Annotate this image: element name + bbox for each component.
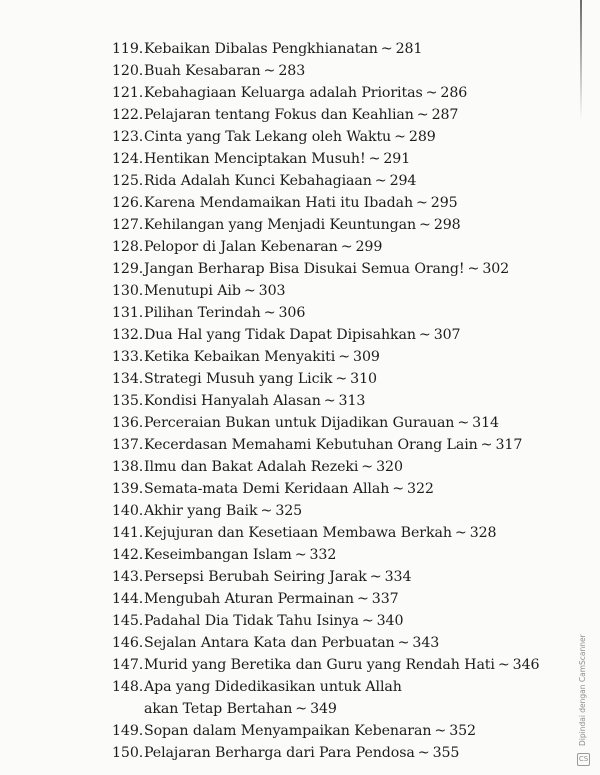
toc-entry-page-number: 317 [495,437,523,453]
toc-entry-number: 143. [112,569,144,585]
scanner-watermark-text: Dipindai dengan CamScanner [578,634,587,746]
toc-entry-number: 149. [112,723,144,739]
toc-entry [112,588,562,610]
toc-entry-page-number: 322 [407,481,434,497]
toc-entry-title: Persepsi Berubah Seiring Jarak [144,569,367,585]
toc-entry-page-number: 352 [449,723,476,739]
toc-entry [112,82,562,104]
toc-entry-page-number: 355 [432,745,460,761]
toc-entry-text [144,82,467,104]
toc-entry-page-number: 340 [376,613,404,629]
toc-entry-line [144,654,539,676]
toc-entry-page-number: 298 [433,217,461,233]
toc-entry-separator: ~ [415,195,428,211]
toc-entry-title: Dua Hal yang Tidak Dapat Dipisahkan [144,327,416,343]
toc-entry-title: Cinta yang Tak Lekang oleh Waktu [144,129,392,145]
toc-entry-separator: ~ [374,173,387,189]
toc-entry-title: Kecerdasan Memahami Kebutuhan Orang Lain [144,437,478,453]
toc-entry-title: Rida Adalah Kunci Kebahagiaan [144,173,372,189]
toc-entry-line [144,82,467,104]
toc-entry [112,456,562,478]
toc-entry [112,368,562,390]
toc-entry-title: Kebahagiaan Keluarga adalah Prioritas [144,85,423,101]
toc-entry-text [144,742,459,764]
toc-entry-line [144,126,436,148]
toc-entry-text [144,676,402,720]
toc-entry-number: 120. [112,63,144,79]
toc-entry-text [144,368,377,390]
toc-entry-text [144,522,496,544]
toc-entry-number: 132. [112,327,144,343]
toc-entry [112,566,562,588]
toc-entry-separator: ~ [480,437,493,453]
toc-entry-separator: ~ [263,63,276,79]
toc-entry-title: Pelajaran Berharga dari Para Pendosa [144,745,415,761]
toc-entry-title: Perceraian Bukan untuk Dijadikan Gurauan [144,415,455,431]
toc-entry-line [144,434,522,456]
toc-entry-separator: ~ [417,745,430,761]
toc-entry-text [144,236,382,258]
toc-entry-page-number: 302 [482,261,510,277]
toc-entry-page-number: 286 [440,85,468,101]
toc-entry [112,214,562,236]
toc-entry-line [144,412,499,434]
toc-entry-separator: ~ [457,415,470,431]
toc-entry-separator: ~ [392,481,405,497]
toc-entry-text [144,456,403,478]
toc-entry [112,38,562,60]
page-edge-shadow [580,0,582,120]
toc-entry-line [144,170,416,192]
toc-entry-page-number: 289 [408,129,436,145]
toc-entry-title: Pilihan Terindah [144,305,261,321]
toc-entry-page-number: 299 [355,239,383,255]
toc-entry-number: 138. [112,459,144,475]
toc-entry-number: 137. [112,437,144,453]
toc-entry-page-number: 313 [338,393,366,409]
toc-entry-title: Karena Mendamaikan Hati itu Ibadah [144,195,413,211]
toc-entry-line [144,456,403,478]
toc-entry-line [144,522,496,544]
toc-entry-text [144,280,285,302]
toc-entry-title: Padahal Dia Tidak Tahu Isinya [144,613,359,629]
toc-entry-page-number: 306 [278,305,306,321]
toc-entry-page-number: 332 [309,547,337,563]
toc-entry-number: 141. [112,525,144,541]
toc-entry [112,60,562,82]
toc-entry-page-number: 295 [430,195,458,211]
toc-entry-title: Pelajaran tentang Fokus dan Keahlian [144,107,414,123]
toc-entry-number: 145. [112,613,144,629]
toc-entry-separator: ~ [361,613,374,629]
toc-entry-text [144,500,302,522]
toc-entry-title: Kehilangan yang Menjadi Keuntungan [144,217,417,233]
toc-entry-page-number: 320 [376,459,403,475]
toc-entry-text [144,258,509,280]
toc-entry [112,148,562,170]
toc-entry-title: Sopan dalam Menyampaikan Kebenaran [144,723,432,739]
toc-entry-number: 136. [112,415,144,431]
toc-entry-title: Murid yang Beretika dan Guru yang Rendah Hati [144,657,495,673]
toc-entry [112,676,562,720]
toc-entry-page-number: 310 [350,371,377,387]
toc-entry-separator: ~ [454,525,467,541]
toc-entry-text [144,412,499,434]
toc-entry-line [144,324,460,346]
toc-entry-separator: ~ [497,657,510,673]
toc-entry-number: 144. [112,591,144,607]
toc-entry-text [144,60,305,82]
toc-entry [112,654,562,676]
toc-entry-text [144,38,422,60]
toc-entry-line [144,390,365,412]
toc-entry-page-number: 283 [278,63,306,79]
toc-entry-line [144,60,305,82]
toc-entry-title: Ilmu dan Bakat Adalah Rezeki [144,459,359,475]
camscanner-logo-icon: CS [577,753,590,766]
toc-entry-title: Ketika Kebaikan Menyakiti [144,349,336,365]
toc-entry-text [144,346,380,368]
toc-entry-title: Kejujuran dan Kesetiaan Membawa Berkah [144,525,452,541]
toc-entry-text [144,324,460,346]
toc-entry-number: 121. [112,85,144,101]
toc-entry-separator: ~ [260,503,273,519]
toc-entry-title: Buah Kesabaran [144,63,261,79]
toc-entry-number: 129. [112,261,144,277]
toc-entry-text [144,588,399,610]
toc-entry-number: 125. [112,173,144,189]
toc-entry-text [144,302,305,324]
toc-entry-separator: ~ [397,635,410,651]
toc-entry-title: Strategi Musuh yang Licik [144,371,333,387]
toc-entry-page-number: 334 [384,569,412,585]
toc-entry-number: 130. [112,283,144,299]
toc-entry-number: 140. [112,503,144,519]
toc-entry-title: Akhir yang Baik [144,503,258,519]
toc-entry-line [144,588,399,610]
toc-entry-separator: ~ [335,371,348,387]
toc-entry-text [144,544,336,566]
toc-entry-line [144,544,336,566]
toc-entry [112,544,562,566]
table-of-contents [112,38,562,764]
toc-entry-separator: ~ [369,569,382,585]
toc-entry-line [144,148,410,170]
toc-entry-page-number: 291 [383,151,411,167]
toc-entry [112,720,562,742]
toc-entry-number: 124. [112,151,144,167]
toc-entry-title: Kondisi Hanyalah Alasan [144,393,321,409]
toc-entry-line [144,104,458,126]
toc-entry-separator: ~ [416,107,429,123]
toc-entry-line [144,500,302,522]
toc-entry [112,522,562,544]
toc-entry-line [144,478,434,500]
toc-entry [112,390,562,412]
toc-entry-line [144,346,380,368]
toc-entry [112,742,562,764]
toc-entry-title: Hentikan Menciptakan Musuh! [144,151,366,167]
toc-entry-text [144,434,522,456]
toc-entry-text [144,170,416,192]
toc-entry-text [144,654,539,676]
toc-entry-separator: ~ [263,305,276,321]
toc-entry-line [144,302,305,324]
toc-entry-separator: ~ [361,459,374,475]
toc-entry-separator: ~ [425,85,438,101]
toc-entry-number: 134. [112,371,144,387]
toc-entry-page-number: 346 [512,657,540,673]
toc-entry-page-number: 309 [353,349,380,365]
toc-entry-line [144,368,377,390]
toc-entry-separator: ~ [380,41,393,57]
toc-entry-line [144,280,285,302]
toc-entry [112,412,562,434]
toc-entry [112,500,562,522]
toc-entry-page-number: 325 [275,503,303,519]
toc-entry-line [144,258,509,280]
toc-entry-separator: ~ [294,547,307,563]
toc-entry-number: 150. [112,745,144,761]
toc-entry-page-number: 314 [472,415,499,431]
toc-entry-number: 122. [112,107,144,123]
toc-entry-number: 131. [112,305,144,321]
toc-entry [112,280,562,302]
toc-entry-title: Sejalan Antara Kata dan Perbuatan [144,635,395,651]
toc-entry-number: 127. [112,217,144,233]
toc-entry-title: Jangan Berharap Bisa Disukai Semua Orang! [144,261,465,277]
toc-entry-title: Menutupi Aib [144,283,241,299]
toc-entry-separator: ~ [295,701,308,717]
toc-entry-number: 133. [112,349,144,365]
toc-entry-page-number: 349 [310,701,337,717]
toc-entry [112,478,562,500]
toc-entry-text [144,126,436,148]
toc-entry-line [144,566,411,588]
toc-entry [112,324,562,346]
toc-entry-page-number: 294 [389,173,417,189]
toc-entry [112,170,562,192]
toc-entry [112,236,562,258]
toc-entry-line [144,742,459,764]
toc-entry-line [144,236,382,258]
toc-entry-line [144,676,402,698]
toc-entry-separator: ~ [418,327,431,343]
toc-entry-number: 119. [112,41,144,57]
toc-entry-title: Keseimbangan Islam [144,547,292,563]
toc-entry-page-number: 281 [395,41,423,57]
toc-entry [112,346,562,368]
toc-entry-number: 139. [112,481,144,497]
toc-entry-number: 142. [112,547,144,563]
toc-entry-line [144,38,422,60]
toc-entry-number: 135. [112,393,144,409]
toc-entry-text [144,720,476,742]
toc-entry-separator: ~ [356,591,369,607]
toc-entry-title: Pelopor di Jalan Kebenaran [144,239,338,255]
toc-entry [112,434,562,456]
toc-entry-title: Semata-mata Demi Keridaan Allah [144,481,390,497]
toc-entry-page-number: 287 [431,107,459,123]
toc-entry-separator: ~ [243,283,256,299]
toc-entry-number: 146. [112,635,144,651]
toc-entry-line [144,214,461,236]
toc-entry-page-number: 303 [258,283,286,299]
toc-entry-page-number: 343 [412,635,440,651]
toc-entry-title: Mengubah Aturan Permainan [144,591,354,607]
toc-entry-text [144,566,411,588]
toc-entry-title: Apa yang Didedikasikan untuk Allah [144,679,402,695]
toc-entry [112,192,562,214]
toc-entry-page-number: 337 [371,591,399,607]
toc-entry [112,126,562,148]
toc-entry-separator: ~ [340,239,353,255]
toc-entry-line [144,632,439,654]
toc-entry-number: 123. [112,129,144,145]
toc-entry-separator: ~ [419,217,431,233]
toc-entry-number: 126. [112,195,144,211]
toc-entry-text [144,632,439,654]
toc-entry-separator: ~ [323,393,336,409]
toc-entry-text [144,478,434,500]
toc-entry-page-number: 328 [469,525,497,541]
toc-entry-separator: ~ [338,349,351,365]
toc-entry-title: Kebaikan Dibalas Pengkhianatan [144,41,378,57]
toc-entry-text [144,148,410,170]
toc-entry [112,302,562,324]
toc-entry-number: 128. [112,239,144,255]
toc-entry-line [144,720,476,742]
toc-entry-text [144,610,403,632]
toc-entry-separator: ~ [368,151,381,167]
toc-entry-page-number: 307 [433,327,461,343]
toc-entry-separator: ~ [394,129,406,145]
toc-entry-text [144,214,461,236]
toc-entry [112,104,562,126]
toc-entry-text [144,104,458,126]
toc-entry-number: 147. [112,657,144,673]
toc-entry-line [144,192,458,214]
toc-entry [112,610,562,632]
toc-entry-separator: ~ [467,261,480,277]
toc-entry-line [144,610,403,632]
toc-entry-separator: ~ [434,723,447,739]
toc-entry-text [144,390,365,412]
toc-entry [112,258,562,280]
toc-entry [112,632,562,654]
toc-entry-text [144,192,458,214]
scanner-watermark [575,634,591,768]
toc-entry-number: 148. [112,679,144,695]
toc-entry-title-continued: akan Tetap Bertahan [144,701,293,717]
toc-entry-line [144,698,402,720]
